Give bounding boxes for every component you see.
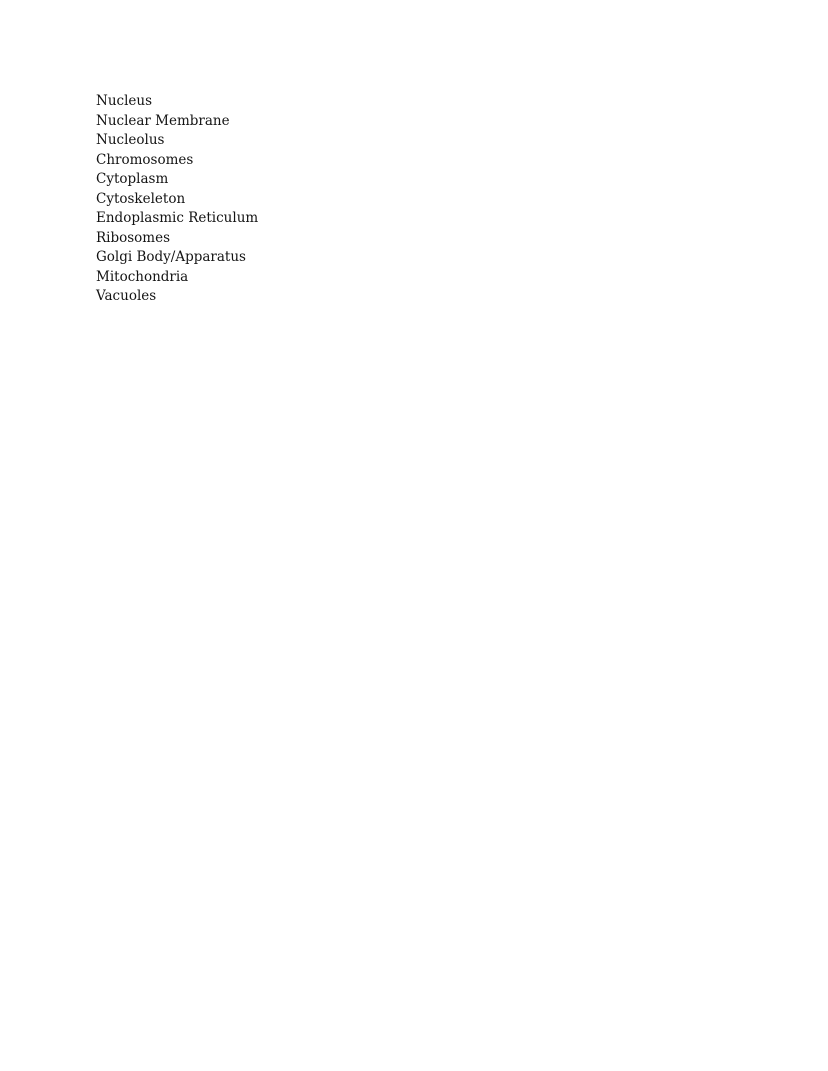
section-heading: Mitochondria: [96, 268, 189, 285]
section-heading: Nucleus: [96, 93, 152, 109]
section-heading: Endoplasmic Reticulum: [96, 210, 259, 226]
notes-content: [96, 92, 758, 307]
section-heading: Cytoplasm: [96, 171, 169, 187]
section-heading: Nuclear Membrane: [96, 112, 230, 129]
section-heading: Ribosomes: [96, 229, 171, 246]
section-heading: Vacuoles: [96, 288, 157, 304]
section-heading: Golgi Body/Apparatus: [96, 249, 246, 265]
section-heading: Chromosomes: [96, 151, 194, 168]
section-heading: Cytoskeleton: [96, 190, 186, 207]
section-heading: Nucleolus: [96, 132, 165, 148]
